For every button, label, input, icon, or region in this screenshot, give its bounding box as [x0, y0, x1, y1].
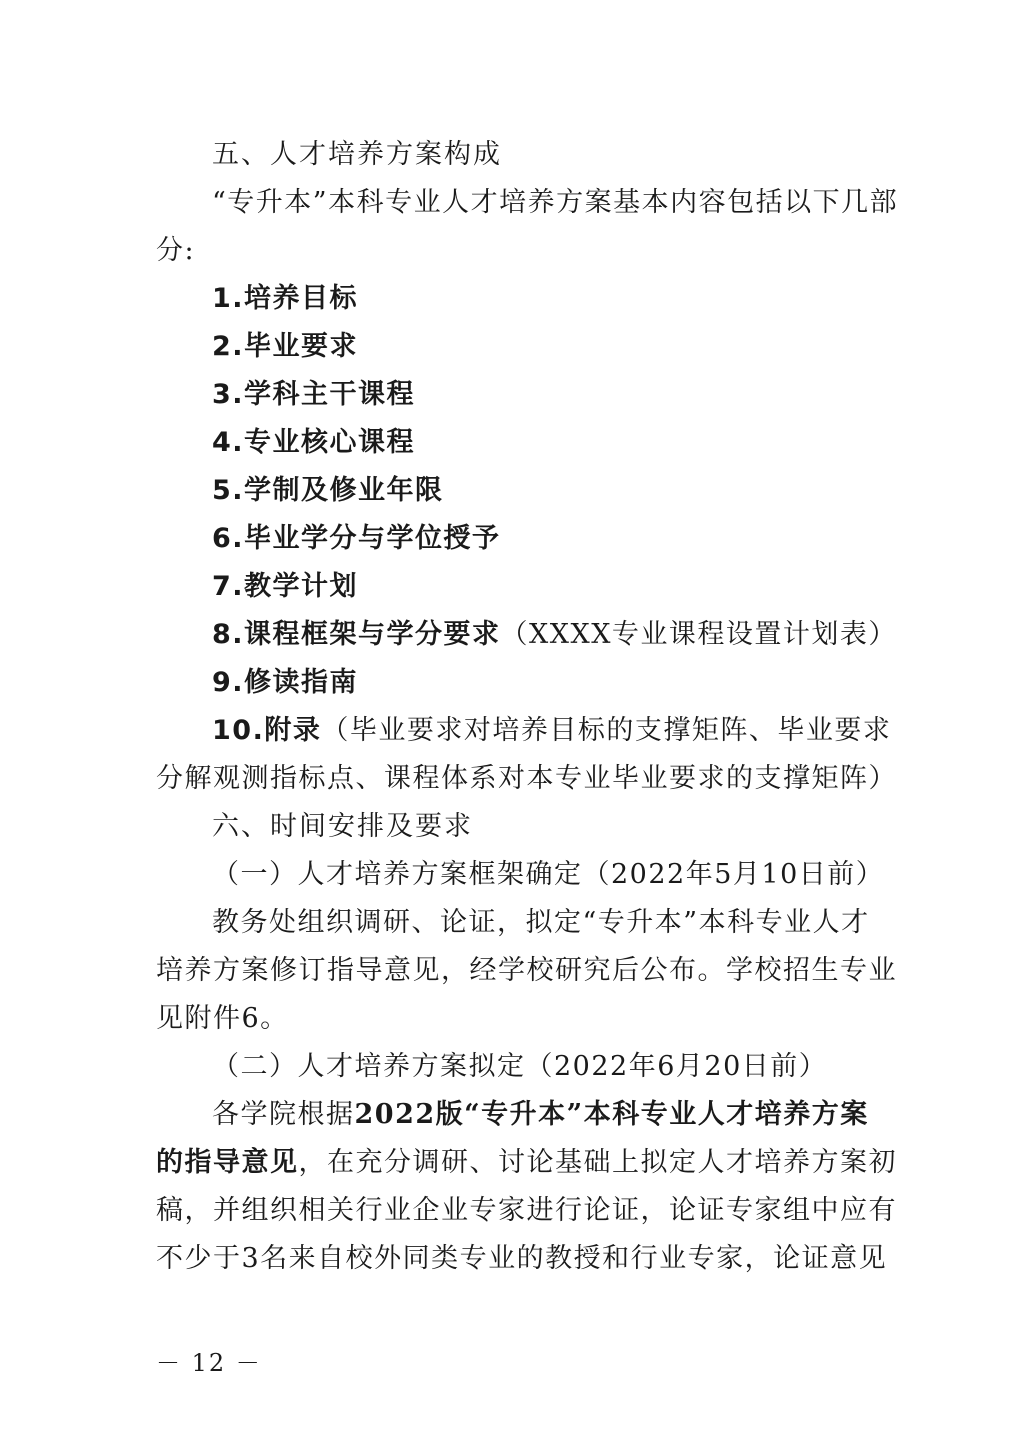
sub1-heading: （一）人才培养方案框架确定（2022年5月10日前）	[212, 859, 885, 890]
sub2-paragraph-line: 不少于3名来自校外同类专业的教授和行业专家，论证意见	[156, 1243, 888, 1274]
list-item: 2.毕业要求	[212, 331, 359, 362]
list-item-note-continued: 分解观测指标点、课程体系对本专业毕业要求的支撑矩阵）	[156, 763, 897, 794]
sub2-text-bold: 2022版“专升本”本科专业人才培养方案	[354, 1099, 869, 1130]
list-item-label: 8.课程框架与学分要求	[212, 619, 501, 650]
list-item: 3.学科主干课程	[212, 379, 416, 410]
list-item	[212, 618, 897, 652]
sub2-text-plain: ，在充分调研、讨论基础上拟定人才培养方案初	[298, 1147, 897, 1178]
list-item: 5.学制及修业年限	[212, 475, 444, 506]
section6-heading: 六、时间安排及要求	[212, 811, 473, 842]
section5-intro-line1: “专升本”本科专业人才培养方案基本内容包括以下几部	[212, 187, 899, 218]
sub1-paragraph-line: 培养方案修订指导意见，经学校研究后公布。学校招生专业	[156, 955, 897, 986]
list-item: 6.毕业学分与学位授予	[212, 523, 501, 554]
list-item-note: （毕业要求对培养目标的支撑矩阵、毕业要求	[321, 715, 892, 746]
list-item-note: （XXXX专业课程设置计划表）	[500, 619, 897, 650]
list-item: 4.专业核心课程	[212, 427, 416, 458]
sub2-heading: （二）人才培养方案拟定（2022年6月20日前）	[212, 1051, 828, 1082]
section5-intro-line2: 分:	[156, 235, 196, 266]
sub2-paragraph-line	[156, 1146, 897, 1180]
list-item: 1.培养目标	[212, 283, 359, 314]
sub1-paragraph-line: 教务处组织调研、论证，拟定“专升本”本科专业人才	[212, 907, 870, 938]
page-number: － 12 －	[156, 1349, 262, 1377]
sub2-paragraph-line: 稿，并组织相关行业企业专家进行论证，论证专家组中应有	[156, 1195, 897, 1226]
list-item: 7.教学计划	[212, 571, 359, 602]
section5-heading: 五、人才培养方案构成	[212, 139, 502, 170]
list-item: 9.修读指南	[212, 667, 359, 698]
sub2-text-bold: 的指导意见	[156, 1147, 299, 1178]
sub2-text-plain: 各学院根据	[212, 1099, 355, 1130]
list-item	[212, 714, 891, 748]
list-item-label: 10.附录	[212, 715, 322, 746]
sub2-paragraph-line	[212, 1098, 869, 1132]
sub1-paragraph-line: 见附件6。	[156, 1003, 289, 1034]
